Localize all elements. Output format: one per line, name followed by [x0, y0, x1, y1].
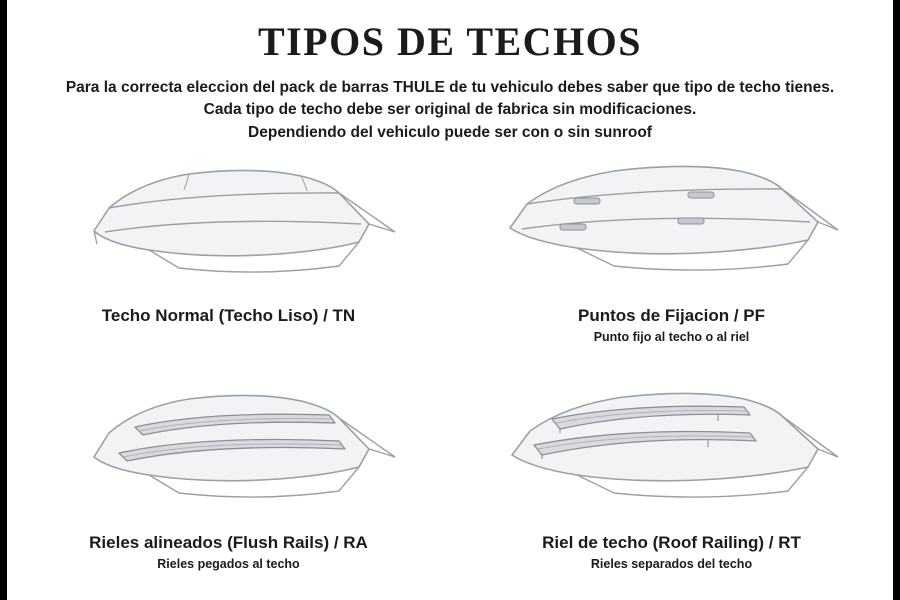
roof-type-tn — [7, 146, 450, 371]
roof-type-pf-subcaption: Punto fijo al techo o al riel — [593, 330, 750, 344]
diagram-inner — [7, 0, 893, 600]
page-title: TIPOS DE TECHOS — [257, 19, 643, 64]
page-subtitle — [7, 77, 893, 144]
car-roof-fixpoints-icon — [482, 146, 862, 296]
subtitle-line-3: Dependiendo del vehiculo puede ser con o sin sunroof — [248, 123, 652, 141]
roof-type-pf-caption: Puntos de Fijacion / PF — [577, 306, 766, 325]
subtitle-line-1: Para la correcta eleccion del pack de barras THULE de tu vehiculo debes saber que tipo de techo tienes. — [65, 79, 835, 96]
roof-type-ra — [7, 371, 450, 596]
roof-type-rt — [450, 371, 893, 596]
roof-type-rt-subcaption: Rieles separados del techo — [590, 557, 753, 571]
subtitle-line-2: Cada tipo de techo debe ser original de fabrica sin modificaciones. — [203, 101, 697, 119]
roof-types-grid — [7, 146, 893, 596]
car-roof-flush-rails-icon — [39, 371, 419, 523]
roof-type-rt-caption: Riel de techo (Roof Railing) / RT — [542, 533, 801, 552]
roof-type-ra-caption: Rieles alineados (Flush Rails) / RA — [89, 533, 368, 552]
roof-type-ra-subcaption: Rieles pegados al techo — [157, 557, 300, 571]
car-roof-railing-icon — [482, 371, 862, 523]
roof-type-tn-caption: Techo Normal (Techo Liso) / TN — [101, 306, 356, 325]
roof-type-pf — [450, 146, 893, 371]
car-roof-plain-icon — [39, 146, 419, 296]
